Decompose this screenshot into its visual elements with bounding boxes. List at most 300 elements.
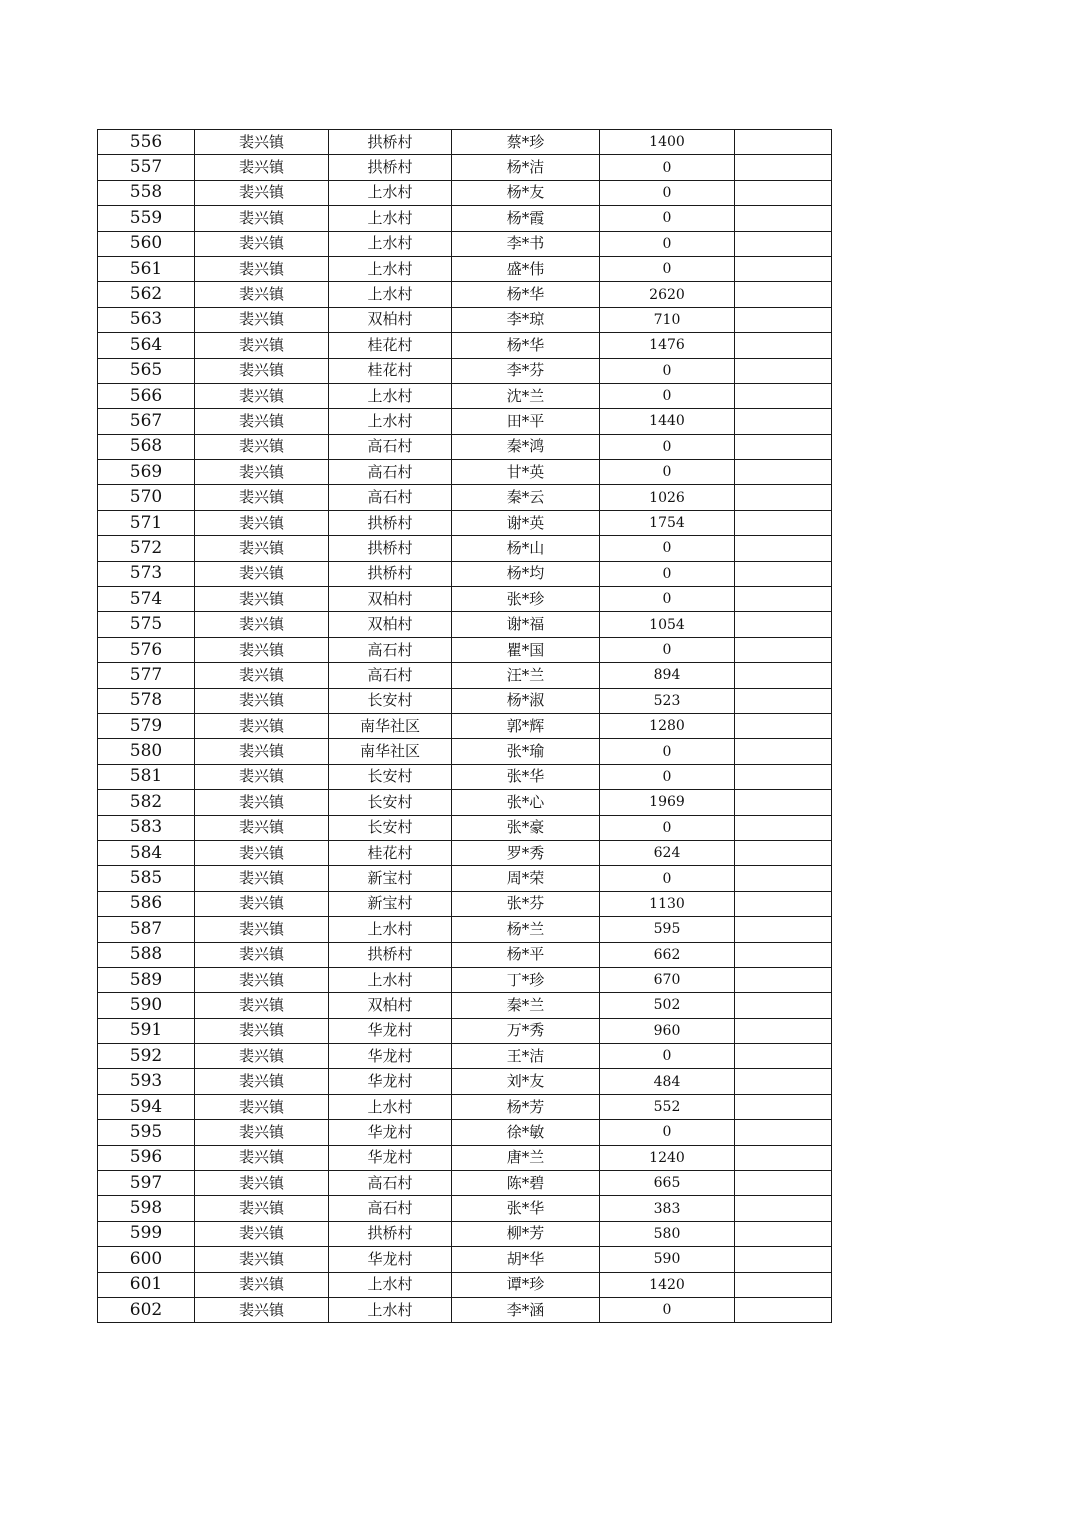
remark-cell (735, 1044, 832, 1069)
amount-cell: 0 (600, 383, 735, 408)
amount-cell: 0 (600, 1297, 735, 1322)
remark-cell (735, 587, 832, 612)
amount-cell: 0 (600, 536, 735, 561)
row-number-cell: 571 (98, 510, 195, 535)
name-cell: 杨*兰 (452, 917, 600, 942)
row-number-cell: 601 (98, 1272, 195, 1297)
row-number-cell: 598 (98, 1196, 195, 1221)
remark-cell (735, 1018, 832, 1043)
row-number-cell: 587 (98, 917, 195, 942)
row-number-cell: 565 (98, 358, 195, 383)
amount-cell: 0 (600, 155, 735, 180)
row-number-cell: 569 (98, 460, 195, 485)
town-cell: 裴兴镇 (195, 1145, 329, 1170)
village-cell: 新宝村 (329, 891, 452, 916)
town-cell: 裴兴镇 (195, 713, 329, 738)
remark-cell (735, 256, 832, 281)
remark-cell (735, 1145, 832, 1170)
name-cell: 胡*华 (452, 1247, 600, 1272)
town-cell: 裴兴镇 (195, 587, 329, 612)
row-number-cell: 561 (98, 256, 195, 281)
table-row (98, 1297, 832, 1322)
row-number-cell: 595 (98, 1120, 195, 1145)
name-cell: 秦*兰 (452, 993, 600, 1018)
name-cell: 瞿*国 (452, 637, 600, 662)
row-number-cell: 579 (98, 713, 195, 738)
table-row (98, 231, 832, 256)
name-cell: 蔡*珍 (452, 130, 600, 155)
row-number-cell: 584 (98, 840, 195, 865)
name-cell: 唐*兰 (452, 1145, 600, 1170)
table-row (98, 790, 832, 815)
amount-cell: 0 (600, 460, 735, 485)
town-cell: 裴兴镇 (195, 282, 329, 307)
town-cell: 裴兴镇 (195, 993, 329, 1018)
remark-cell (735, 282, 832, 307)
name-cell: 李*涵 (452, 1297, 600, 1322)
town-cell: 裴兴镇 (195, 764, 329, 789)
name-cell: 万*秀 (452, 1018, 600, 1043)
village-cell: 高石村 (329, 1196, 452, 1221)
remark-cell (735, 790, 832, 815)
village-cell: 高石村 (329, 434, 452, 459)
row-number-cell: 559 (98, 206, 195, 231)
table-row (98, 1094, 832, 1119)
name-cell: 张*瑜 (452, 739, 600, 764)
amount-cell: 1440 (600, 409, 735, 434)
village-cell: 高石村 (329, 1171, 452, 1196)
row-number-cell: 597 (98, 1171, 195, 1196)
amount-cell: 0 (600, 358, 735, 383)
table-row (98, 739, 832, 764)
name-cell: 盛*伟 (452, 256, 600, 281)
amount-cell: 484 (600, 1069, 735, 1094)
table-row (98, 612, 832, 637)
remark-cell (735, 815, 832, 840)
row-number-cell: 594 (98, 1094, 195, 1119)
row-number-cell: 562 (98, 282, 195, 307)
remark-cell (735, 891, 832, 916)
row-number-cell: 577 (98, 663, 195, 688)
name-cell: 谭*珍 (452, 1272, 600, 1297)
table-row (98, 383, 832, 408)
row-number-cell: 599 (98, 1221, 195, 1246)
table-row (98, 1221, 832, 1246)
table-row (98, 282, 832, 307)
table-row (98, 1196, 832, 1221)
remark-cell (735, 383, 832, 408)
village-cell: 华龙村 (329, 1120, 452, 1145)
remark-cell (735, 180, 832, 205)
amount-cell: 383 (600, 1196, 735, 1221)
town-cell: 裴兴镇 (195, 333, 329, 358)
remark-cell (735, 917, 832, 942)
row-number-cell: 589 (98, 967, 195, 992)
table-row (98, 1145, 832, 1170)
town-cell: 裴兴镇 (195, 688, 329, 713)
table-row (98, 637, 832, 662)
village-cell: 双柏村 (329, 993, 452, 1018)
village-cell: 上水村 (329, 1272, 452, 1297)
remark-cell (735, 130, 832, 155)
name-cell: 杨*华 (452, 333, 600, 358)
amount-cell: 0 (600, 180, 735, 205)
table-row (98, 358, 832, 383)
table-row (98, 1069, 832, 1094)
town-cell: 裴兴镇 (195, 612, 329, 637)
village-cell: 拱桥村 (329, 1221, 452, 1246)
town-cell: 裴兴镇 (195, 485, 329, 510)
amount-cell: 0 (600, 764, 735, 789)
amount-cell: 1476 (600, 333, 735, 358)
amount-cell: 665 (600, 1171, 735, 1196)
row-number-cell: 583 (98, 815, 195, 840)
town-cell: 裴兴镇 (195, 155, 329, 180)
remark-cell (735, 485, 832, 510)
village-cell: 长安村 (329, 815, 452, 840)
row-number-cell: 564 (98, 333, 195, 358)
table-row (98, 307, 832, 332)
row-number-cell: 586 (98, 891, 195, 916)
village-cell: 高石村 (329, 663, 452, 688)
village-cell: 上水村 (329, 206, 452, 231)
name-cell: 杨*均 (452, 561, 600, 586)
remark-cell (735, 840, 832, 865)
row-number-cell: 563 (98, 307, 195, 332)
name-cell: 张*华 (452, 764, 600, 789)
row-number-cell: 578 (98, 688, 195, 713)
amount-cell: 0 (600, 561, 735, 586)
amount-cell: 595 (600, 917, 735, 942)
table-row (98, 942, 832, 967)
amount-cell: 0 (600, 1044, 735, 1069)
town-cell: 裴兴镇 (195, 967, 329, 992)
village-cell: 新宝村 (329, 866, 452, 891)
amount-cell: 1400 (600, 130, 735, 155)
village-cell: 拱桥村 (329, 130, 452, 155)
name-cell: 李*芬 (452, 358, 600, 383)
row-number-cell: 574 (98, 587, 195, 612)
village-cell: 长安村 (329, 688, 452, 713)
remark-cell (735, 764, 832, 789)
name-cell: 秦*云 (452, 485, 600, 510)
village-cell: 长安村 (329, 790, 452, 815)
amount-cell: 624 (600, 840, 735, 865)
table-row (98, 536, 832, 561)
town-cell: 裴兴镇 (195, 510, 329, 535)
table-row (98, 460, 832, 485)
name-cell: 田*平 (452, 409, 600, 434)
village-cell: 华龙村 (329, 1247, 452, 1272)
town-cell: 裴兴镇 (195, 434, 329, 459)
remark-cell (735, 460, 832, 485)
table-row (98, 967, 832, 992)
row-number-cell: 596 (98, 1145, 195, 1170)
row-number-cell: 592 (98, 1044, 195, 1069)
remark-cell (735, 1297, 832, 1322)
town-cell: 裴兴镇 (195, 1018, 329, 1043)
table-row (98, 917, 832, 942)
row-number-cell: 582 (98, 790, 195, 815)
name-cell: 杨*淑 (452, 688, 600, 713)
row-number-cell: 570 (98, 485, 195, 510)
town-cell: 裴兴镇 (195, 409, 329, 434)
name-cell: 沈*兰 (452, 383, 600, 408)
row-number-cell: 590 (98, 993, 195, 1018)
town-cell: 裴兴镇 (195, 891, 329, 916)
table-row (98, 1247, 832, 1272)
table-row (98, 130, 832, 155)
row-number-cell: 568 (98, 434, 195, 459)
table-row (98, 993, 832, 1018)
name-cell: 徐*敏 (452, 1120, 600, 1145)
name-cell: 周*荣 (452, 866, 600, 891)
remark-cell (735, 967, 832, 992)
row-number-cell: 556 (98, 130, 195, 155)
remark-cell (735, 713, 832, 738)
name-cell: 张*华 (452, 1196, 600, 1221)
town-cell: 裴兴镇 (195, 206, 329, 231)
remark-cell (735, 1272, 832, 1297)
village-cell: 上水村 (329, 1094, 452, 1119)
table-row (98, 333, 832, 358)
town-cell: 裴兴镇 (195, 561, 329, 586)
amount-cell: 0 (600, 206, 735, 231)
amount-cell: 662 (600, 942, 735, 967)
row-number-cell: 573 (98, 561, 195, 586)
village-cell: 双柏村 (329, 612, 452, 637)
amount-cell: 0 (600, 739, 735, 764)
town-cell: 裴兴镇 (195, 840, 329, 865)
town-cell: 裴兴镇 (195, 1272, 329, 1297)
town-cell: 裴兴镇 (195, 307, 329, 332)
town-cell: 裴兴镇 (195, 1094, 329, 1119)
village-cell: 华龙村 (329, 1018, 452, 1043)
name-cell: 杨*华 (452, 282, 600, 307)
village-cell: 拱桥村 (329, 561, 452, 586)
row-number-cell: 588 (98, 942, 195, 967)
village-cell: 上水村 (329, 180, 452, 205)
remark-cell (735, 739, 832, 764)
name-cell: 谢*福 (452, 612, 600, 637)
remark-cell (735, 1171, 832, 1196)
village-cell: 上水村 (329, 409, 452, 434)
town-cell: 裴兴镇 (195, 917, 329, 942)
table-row (98, 1018, 832, 1043)
name-cell: 丁*珍 (452, 967, 600, 992)
row-number-cell: 593 (98, 1069, 195, 1094)
town-cell: 裴兴镇 (195, 130, 329, 155)
name-cell: 罗*秀 (452, 840, 600, 865)
remark-cell (735, 993, 832, 1018)
remark-cell (735, 688, 832, 713)
name-cell: 谢*英 (452, 510, 600, 535)
name-cell: 张*芬 (452, 891, 600, 916)
table-row (98, 840, 832, 865)
name-cell: 张*心 (452, 790, 600, 815)
table-row (98, 1171, 832, 1196)
town-cell: 裴兴镇 (195, 180, 329, 205)
name-cell: 杨*霞 (452, 206, 600, 231)
row-number-cell: 580 (98, 739, 195, 764)
name-cell: 刘*友 (452, 1069, 600, 1094)
village-cell: 南华社区 (329, 713, 452, 738)
row-number-cell: 581 (98, 764, 195, 789)
amount-cell: 0 (600, 434, 735, 459)
remark-cell (735, 358, 832, 383)
name-cell: 汪*兰 (452, 663, 600, 688)
village-cell: 双柏村 (329, 587, 452, 612)
town-cell: 裴兴镇 (195, 866, 329, 891)
amount-cell: 710 (600, 307, 735, 332)
remark-cell (735, 307, 832, 332)
table-row (98, 256, 832, 281)
town-cell: 裴兴镇 (195, 1171, 329, 1196)
name-cell: 甘*英 (452, 460, 600, 485)
village-cell: 拱桥村 (329, 510, 452, 535)
town-cell: 裴兴镇 (195, 739, 329, 764)
table-row (98, 510, 832, 535)
village-cell: 高石村 (329, 485, 452, 510)
town-cell: 裴兴镇 (195, 1044, 329, 1069)
amount-cell: 552 (600, 1094, 735, 1119)
table-row (98, 713, 832, 738)
row-number-cell: 558 (98, 180, 195, 205)
name-cell: 王*洁 (452, 1044, 600, 1069)
village-cell: 拱桥村 (329, 155, 452, 180)
table-row (98, 1272, 832, 1297)
amount-cell: 0 (600, 256, 735, 281)
amount-cell: 502 (600, 993, 735, 1018)
name-cell: 张*珍 (452, 587, 600, 612)
town-cell: 裴兴镇 (195, 637, 329, 662)
village-cell: 上水村 (329, 383, 452, 408)
town-cell: 裴兴镇 (195, 256, 329, 281)
table-row (98, 485, 832, 510)
amount-cell: 0 (600, 231, 735, 256)
name-cell: 杨*平 (452, 942, 600, 967)
amount-cell: 1280 (600, 713, 735, 738)
table-row (98, 866, 832, 891)
village-cell: 长安村 (329, 764, 452, 789)
village-cell: 桂花村 (329, 333, 452, 358)
remark-cell (735, 561, 832, 586)
table-row (98, 688, 832, 713)
row-number-cell: 591 (98, 1018, 195, 1043)
remark-cell (735, 637, 832, 662)
table-row (98, 891, 832, 916)
amount-cell: 580 (600, 1221, 735, 1246)
amount-cell: 2620 (600, 282, 735, 307)
village-cell: 华龙村 (329, 1069, 452, 1094)
town-cell: 裴兴镇 (195, 1247, 329, 1272)
name-cell: 柳*芳 (452, 1221, 600, 1246)
row-number-cell: 560 (98, 231, 195, 256)
remark-cell (735, 1221, 832, 1246)
table-row (98, 561, 832, 586)
table-row (98, 180, 832, 205)
village-cell: 拱桥村 (329, 536, 452, 561)
amount-cell: 0 (600, 815, 735, 840)
village-cell: 华龙村 (329, 1145, 452, 1170)
table-row (98, 409, 832, 434)
town-cell: 裴兴镇 (195, 536, 329, 561)
village-cell: 高石村 (329, 460, 452, 485)
amount-cell: 1240 (600, 1145, 735, 1170)
row-number-cell: 557 (98, 155, 195, 180)
remark-cell (735, 1247, 832, 1272)
town-cell: 裴兴镇 (195, 1120, 329, 1145)
village-cell: 上水村 (329, 967, 452, 992)
village-cell: 拱桥村 (329, 942, 452, 967)
village-cell: 上水村 (329, 1297, 452, 1322)
table-row (98, 1044, 832, 1069)
village-cell: 高石村 (329, 637, 452, 662)
amount-cell: 0 (600, 587, 735, 612)
table-row (98, 1120, 832, 1145)
amount-cell: 960 (600, 1018, 735, 1043)
remark-cell (735, 942, 832, 967)
remark-cell (735, 155, 832, 180)
remark-cell (735, 434, 832, 459)
remark-cell (735, 1120, 832, 1145)
village-cell: 南华社区 (329, 739, 452, 764)
remark-cell (735, 231, 832, 256)
name-cell: 杨*洁 (452, 155, 600, 180)
table-row (98, 764, 832, 789)
amount-cell: 1969 (600, 790, 735, 815)
amount-cell: 590 (600, 1247, 735, 1272)
town-cell: 裴兴镇 (195, 942, 329, 967)
amount-cell: 1054 (600, 612, 735, 637)
table-row (98, 206, 832, 231)
amount-cell: 1026 (600, 485, 735, 510)
row-number-cell: 572 (98, 536, 195, 561)
row-number-cell: 567 (98, 409, 195, 434)
row-number-cell: 576 (98, 637, 195, 662)
table-body (98, 130, 832, 1323)
remark-cell (735, 206, 832, 231)
amount-cell: 1754 (600, 510, 735, 535)
table-row (98, 434, 832, 459)
name-cell: 李*琼 (452, 307, 600, 332)
town-cell: 裴兴镇 (195, 1297, 329, 1322)
village-cell: 上水村 (329, 282, 452, 307)
remark-cell (735, 612, 832, 637)
name-cell: 杨*山 (452, 536, 600, 561)
table-row (98, 155, 832, 180)
remark-cell (735, 663, 832, 688)
name-cell: 杨*友 (452, 180, 600, 205)
village-cell: 华龙村 (329, 1044, 452, 1069)
remark-cell (735, 510, 832, 535)
town-cell: 裴兴镇 (195, 1196, 329, 1221)
town-cell: 裴兴镇 (195, 815, 329, 840)
town-cell: 裴兴镇 (195, 663, 329, 688)
village-cell: 桂花村 (329, 840, 452, 865)
table-row (98, 663, 832, 688)
remark-cell (735, 1196, 832, 1221)
amount-cell: 670 (600, 967, 735, 992)
name-cell: 杨*芳 (452, 1094, 600, 1119)
row-number-cell: 585 (98, 866, 195, 891)
remark-cell (735, 866, 832, 891)
name-cell: 李*书 (452, 231, 600, 256)
amount-cell: 1130 (600, 891, 735, 916)
name-cell: 张*豪 (452, 815, 600, 840)
town-cell: 裴兴镇 (195, 358, 329, 383)
town-cell: 裴兴镇 (195, 1069, 329, 1094)
